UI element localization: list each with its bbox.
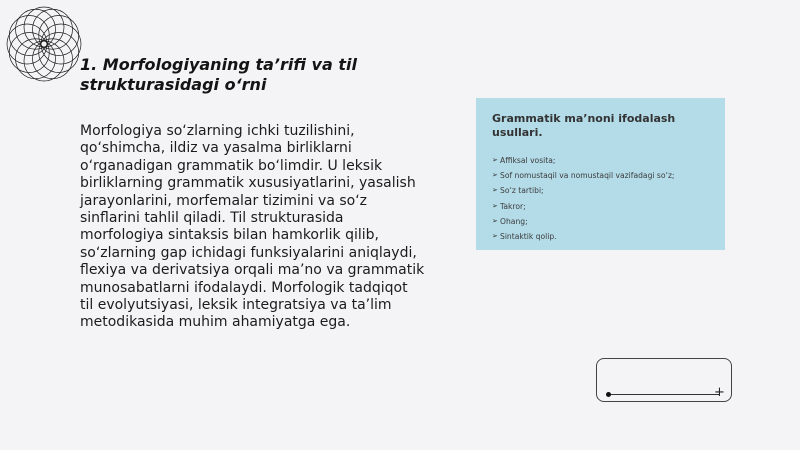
info-list-item-text: Ohang; (500, 216, 528, 226)
info-list-item (492, 168, 715, 183)
arrow-bullet-icon: ➢ (492, 171, 498, 180)
slide-body-text: Morfologiya so‘zlarning ichki tuzilishini, qo‘shimcha, ildiz va yasalma birliklarni o‘rganadigan grammatik bo‘limdir. U leksik birliklarning grammatik xususiyatlarini, yasalish jarayonlarini, morfemalar tizimini va so‘z sinflarini tahlil qiladi. Til strukturasida morfologiya sintaksis bilan hamkorlik qilib, so‘zlarning gap ichidagi funksiyalarini aniqlaydi, flexiya va derivatsiya orqali ma’no va grammatik munosabatlarni ifodalaydi. Morfologik tadqiqot til evolyutsiyasi, leksik integratsiya va ta’lim metodikasida muhim ahamiyatga ega. (80, 123, 425, 331)
info-list-item (492, 153, 715, 168)
info-list (492, 153, 715, 244)
info-list-item (492, 229, 715, 244)
info-list-item-text: Sintaktik qolip. (500, 232, 557, 242)
info-box (476, 98, 725, 250)
arrow-bullet-icon: ➢ (492, 216, 498, 225)
plus-icon[interactable]: + (714, 385, 725, 400)
info-box-heading: Grammatik ma’noni ifodalash usullari. (492, 112, 676, 139)
arrow-bullet-icon: ➢ (492, 186, 498, 195)
audio-progress-knob-icon[interactable] (606, 392, 611, 397)
arrow-bullet-icon: ➢ (492, 156, 498, 164)
audio-progress-track[interactable] (608, 394, 720, 395)
spirograph-circle-icon (4, 4, 84, 84)
audio-player[interactable] (596, 358, 732, 402)
arrow-bullet-icon: ➢ (492, 232, 498, 241)
slide-title: 1. Morfologiyaning ta’rifi va til strukturasidagi o‘rni (80, 55, 357, 94)
info-list-item-text: Takror; (500, 201, 526, 211)
info-list-item-text: Sof nomustaqil va nomustaqil vazifadagi so‘z; (500, 171, 675, 181)
info-list-item (492, 183, 715, 198)
info-list-item (492, 214, 715, 229)
info-list-item-text: So‘z tartibi; (500, 186, 544, 196)
arrow-bullet-icon: ➢ (492, 201, 498, 210)
info-list-item-text: Affiksal vosita; (500, 156, 556, 165)
info-list-item (492, 199, 715, 214)
